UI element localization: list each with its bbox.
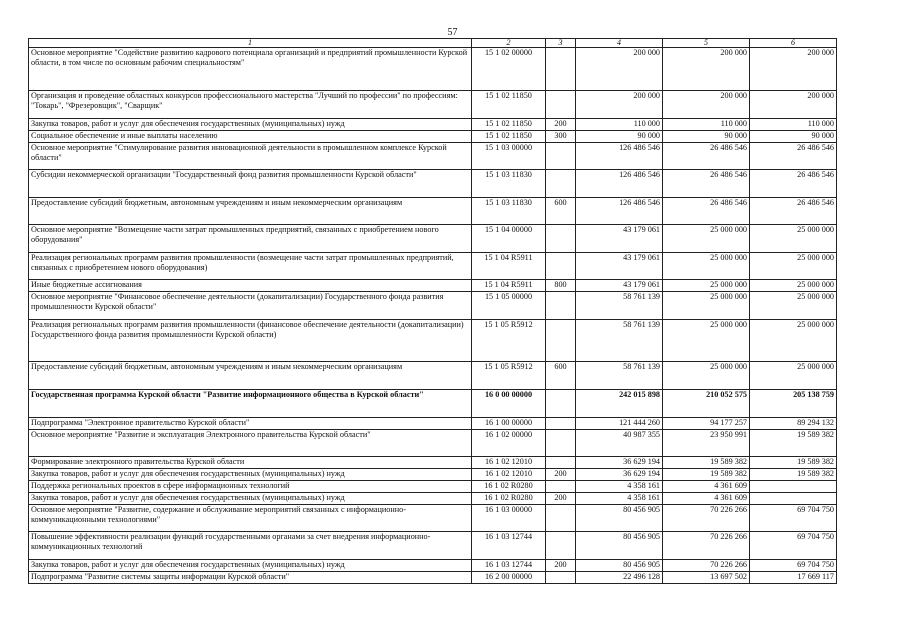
row-expense-type-cell <box>546 457 576 469</box>
table-row <box>29 418 837 430</box>
row-expense-type-cell: 600 <box>546 198 576 225</box>
row-code-cell: 16 1 02 12010 <box>472 469 546 481</box>
row-name-cell: Основное мероприятие "Содействие развитию кадрового потенциала организаций и предприятий промышленности Курской области, в том числе по основным рабочим специальностям" <box>29 48 472 91</box>
row-code-cell: 16 1 03 12744 <box>472 560 546 572</box>
row-amount-3-cell <box>750 481 837 493</box>
row-amount-2-cell: 25 000 000 <box>663 320 750 362</box>
row-amount-1-cell: 200 000 <box>576 48 663 91</box>
row-amount-1-cell: 4 358 161 <box>576 493 663 505</box>
row-amount-3-cell: 90 000 <box>750 131 837 143</box>
row-expense-type-cell: 200 <box>546 119 576 131</box>
column-header: 6 <box>750 39 837 48</box>
row-amount-2-cell: 110 000 <box>663 119 750 131</box>
row-amount-1-cell: 126 486 546 <box>576 143 663 170</box>
row-name-cell: Основное мероприятие "Развитие, содержание и обслуживание мероприятий связанных с информационно-коммуникационными технологиями" <box>29 505 472 532</box>
row-code-cell: 16 1 02 R0280 <box>472 481 546 493</box>
row-code-cell: 15 1 05 R5912 <box>472 362 546 390</box>
row-expense-type-cell <box>546 418 576 430</box>
row-code-cell: 15 1 03 00000 <box>472 143 546 170</box>
table-row <box>29 48 837 91</box>
row-amount-2-cell: 25 000 000 <box>663 225 750 253</box>
row-name-cell: Основное мероприятие "Финансовое обеспечение деятельности (докапитализации) Государственного фонда развития промышленности Курской области" <box>29 292 472 320</box>
row-amount-2-cell: 210 052 575 <box>663 390 750 418</box>
row-name-cell: Подпрограмма "Развитие системы защиты информации Курской области" <box>29 572 472 584</box>
table-row <box>29 91 837 119</box>
row-amount-3-cell <box>750 493 837 505</box>
row-amount-3-cell: 69 704 750 <box>750 560 837 572</box>
row-name-cell: Государственная программа Курской области "Развитие информационного общества в Курской области" <box>29 390 472 418</box>
column-header: 1 <box>29 39 472 48</box>
row-name-cell: Закупка товаров, работ и услуг для обеспечения государственных (муниципальных) нужд <box>29 493 472 505</box>
row-name-cell: Реализация региональных программ развития промышленности (возмещение части затрат промышленных предприятий, связанных с приобретением нового оборудования) <box>29 253 472 280</box>
row-amount-3-cell: 69 704 750 <box>750 532 837 560</box>
row-amount-1-cell: 43 179 061 <box>576 280 663 292</box>
row-amount-2-cell: 23 950 991 <box>663 430 750 457</box>
row-code-cell: 16 1 00 00000 <box>472 418 546 430</box>
row-expense-type-cell <box>546 390 576 418</box>
table-row <box>29 481 837 493</box>
row-name-cell: Основное мероприятие "Возмещение части затрат промышленных предприятий, связанных с приобретением нового оборудования" <box>29 225 472 253</box>
page-number: 57 <box>447 27 458 38</box>
row-expense-type-cell: 200 <box>546 493 576 505</box>
row-code-cell: 15 1 02 11850 <box>472 131 546 143</box>
row-amount-1-cell: 110 000 <box>576 119 663 131</box>
row-amount-1-cell: 58 761 139 <box>576 362 663 390</box>
row-amount-3-cell: 200 000 <box>750 91 837 119</box>
row-amount-3-cell: 26 486 546 <box>750 143 837 170</box>
row-amount-3-cell: 25 000 000 <box>750 280 837 292</box>
row-name-cell: Предоставление субсидий бюджетным, автономным учреждениям и иным некоммерческим организациям <box>29 362 472 390</box>
row-expense-type-cell <box>546 572 576 584</box>
row-amount-3-cell: 205 138 759 <box>750 390 837 418</box>
table-row <box>29 430 837 457</box>
row-name-cell: Основное мероприятие "Развитие и эксплуатация Электронного правительства Курской области" <box>29 430 472 457</box>
row-amount-2-cell: 200 000 <box>663 91 750 119</box>
table-row <box>29 390 837 418</box>
row-expense-type-cell: 300 <box>546 131 576 143</box>
row-code-cell: 15 1 05 R5912 <box>472 320 546 362</box>
column-header: 3 <box>546 39 576 48</box>
row-code-cell: 15 1 04 R5911 <box>472 253 546 280</box>
row-name-cell: Основное мероприятие "Стимулирование развития инновационной деятельности в промышленном комплексе Курской области" <box>29 143 472 170</box>
row-amount-1-cell: 58 761 139 <box>576 320 663 362</box>
row-name-cell: Подпрограмма "Электронное правительство Курской области" <box>29 418 472 430</box>
row-code-cell: 16 1 03 00000 <box>472 505 546 532</box>
row-code-cell: 15 1 03 11830 <box>472 170 546 198</box>
row-amount-1-cell: 40 987 355 <box>576 430 663 457</box>
table-row <box>29 131 837 143</box>
row-amount-2-cell: 94 177 257 <box>663 418 750 430</box>
table-row <box>29 469 837 481</box>
row-code-cell: 15 1 02 00000 <box>472 48 546 91</box>
row-expense-type-cell <box>546 253 576 280</box>
row-amount-1-cell: 22 496 128 <box>576 572 663 584</box>
row-amount-2-cell: 19 589 382 <box>663 457 750 469</box>
row-expense-type-cell: 800 <box>546 280 576 292</box>
row-amount-3-cell: 19 589 382 <box>750 430 837 457</box>
table-row <box>29 253 837 280</box>
row-code-cell: 15 1 04 R5911 <box>472 280 546 292</box>
row-expense-type-cell: 600 <box>546 362 576 390</box>
row-amount-2-cell: 13 697 502 <box>663 572 750 584</box>
table-row <box>29 457 837 469</box>
row-amount-1-cell: 43 179 061 <box>576 253 663 280</box>
row-expense-type-cell <box>546 481 576 493</box>
row-name-cell: Реализация региональных программ развития промышленности (финансовое обеспечение деятельности (докапитализации) Государственного фонда развития промышленности Курской области) <box>29 320 472 362</box>
row-code-cell: 16 1 02 R0280 <box>472 493 546 505</box>
row-expense-type-cell: 200 <box>546 560 576 572</box>
row-amount-2-cell: 25 000 000 <box>663 292 750 320</box>
column-header: 4 <box>576 39 663 48</box>
row-expense-type-cell <box>546 430 576 457</box>
table-row <box>29 320 837 362</box>
row-amount-1-cell: 80 456 905 <box>576 560 663 572</box>
row-amount-2-cell: 4 361 609 <box>663 481 750 493</box>
row-name-cell: Закупка товаров, работ и услуг для обеспечения государственных (муниципальных) нужд <box>29 469 472 481</box>
row-amount-2-cell: 25 000 000 <box>663 280 750 292</box>
row-code-cell: 16 1 03 12744 <box>472 532 546 560</box>
row-expense-type-cell <box>546 143 576 170</box>
row-amount-1-cell: 80 456 905 <box>576 532 663 560</box>
row-amount-1-cell: 43 179 061 <box>576 225 663 253</box>
row-expense-type-cell <box>546 170 576 198</box>
row-amount-1-cell: 126 486 546 <box>576 170 663 198</box>
row-amount-3-cell: 19 589 382 <box>750 457 837 469</box>
row-amount-3-cell: 25 000 000 <box>750 292 837 320</box>
header-row <box>29 39 837 48</box>
row-amount-3-cell: 25 000 000 <box>750 225 837 253</box>
row-code-cell: 15 1 04 00000 <box>472 225 546 253</box>
row-amount-1-cell: 4 358 161 <box>576 481 663 493</box>
row-code-cell: 15 1 02 11850 <box>472 119 546 131</box>
row-amount-3-cell: 89 294 132 <box>750 418 837 430</box>
table-row <box>29 143 837 170</box>
row-amount-2-cell: 26 486 546 <box>663 198 750 225</box>
row-amount-1-cell: 126 486 546 <box>576 198 663 225</box>
row-name-cell: Социальное обеспечение и иные выплаты населению <box>29 131 472 143</box>
table-row <box>29 493 837 505</box>
row-code-cell: 15 1 03 11830 <box>472 198 546 225</box>
row-name-cell: Закупка товаров, работ и услуг для обеспечения государственных (муниципальных) нужд <box>29 119 472 131</box>
row-code-cell: 16 0 00 00000 <box>472 390 546 418</box>
row-amount-2-cell: 70 226 266 <box>663 532 750 560</box>
row-amount-2-cell: 70 226 266 <box>663 505 750 532</box>
row-amount-3-cell: 25 000 000 <box>750 362 837 390</box>
row-expense-type-cell: 200 <box>546 469 576 481</box>
row-name-cell: Повышение эффективности реализации функций государственными органами за счет внедрения информационно-коммуникационных технологий <box>29 532 472 560</box>
row-name-cell: Организация и проведение областных конкурсов профессионального мастерства "Лучший по профессии" по профессиям: "Токарь", "Фрезеровщик", "Сварщик" <box>29 91 472 119</box>
row-name-cell: Формирование электронного правительства Курской области <box>29 457 472 469</box>
table-row <box>29 170 837 198</box>
row-expense-type-cell <box>546 292 576 320</box>
row-code-cell: 16 2 00 00000 <box>472 572 546 584</box>
table-row <box>29 560 837 572</box>
row-expense-type-cell <box>546 225 576 253</box>
row-amount-2-cell: 70 226 266 <box>663 560 750 572</box>
row-amount-2-cell: 19 589 382 <box>663 469 750 481</box>
table-row <box>29 198 837 225</box>
row-expense-type-cell <box>546 91 576 119</box>
table-row <box>29 362 837 390</box>
row-amount-1-cell: 200 000 <box>576 91 663 119</box>
row-amount-2-cell: 26 486 546 <box>663 170 750 198</box>
row-amount-3-cell: 26 486 546 <box>750 198 837 225</box>
row-amount-3-cell: 200 000 <box>750 48 837 91</box>
row-name-cell: Поддержка региональных проектов в сфере информационных технологий <box>29 481 472 493</box>
row-name-cell: Субсидии некоммерческой организации "Государственный фонд развития промышленности Курской области" <box>29 170 472 198</box>
row-expense-type-cell <box>546 320 576 362</box>
table-row <box>29 280 837 292</box>
row-expense-type-cell <box>546 505 576 532</box>
row-amount-2-cell: 25 000 000 <box>663 253 750 280</box>
row-amount-2-cell: 200 000 <box>663 48 750 91</box>
row-name-cell: Иные бюджетные ассигнования <box>29 280 472 292</box>
row-amount-1-cell: 58 761 139 <box>576 292 663 320</box>
row-amount-2-cell: 4 361 609 <box>663 493 750 505</box>
row-amount-2-cell: 26 486 546 <box>663 143 750 170</box>
row-amount-3-cell: 110 000 <box>750 119 837 131</box>
row-amount-1-cell: 242 015 898 <box>576 390 663 418</box>
row-amount-2-cell: 25 000 000 <box>663 362 750 390</box>
table-row <box>29 532 837 560</box>
row-name-cell: Закупка товаров, работ и услуг для обеспечения государственных (муниципальных) нужд <box>29 560 472 572</box>
table-row <box>29 225 837 253</box>
row-name-cell: Предоставление субсидий бюджетным, автономным учреждениям и иным некоммерческим организациям <box>29 198 472 225</box>
table-row <box>29 572 837 584</box>
row-amount-3-cell: 69 704 750 <box>750 505 837 532</box>
row-amount-3-cell: 25 000 000 <box>750 253 837 280</box>
row-amount-3-cell: 17 669 117 <box>750 572 837 584</box>
column-header: 2 <box>472 39 546 48</box>
table-row <box>29 119 837 131</box>
table-row <box>29 292 837 320</box>
row-amount-1-cell: 90 000 <box>576 131 663 143</box>
row-amount-1-cell: 80 456 905 <box>576 505 663 532</box>
budget-table <box>28 38 837 584</box>
row-code-cell: 16 1 02 00000 <box>472 430 546 457</box>
row-amount-3-cell: 26 486 546 <box>750 170 837 198</box>
row-amount-3-cell: 19 589 382 <box>750 469 837 481</box>
column-header: 5 <box>663 39 750 48</box>
row-code-cell: 15 1 02 11850 <box>472 91 546 119</box>
row-expense-type-cell <box>546 532 576 560</box>
row-code-cell: 15 1 05 00000 <box>472 292 546 320</box>
row-amount-2-cell: 90 000 <box>663 131 750 143</box>
row-expense-type-cell <box>546 48 576 91</box>
row-amount-3-cell: 25 000 000 <box>750 320 837 362</box>
row-code-cell: 16 1 02 12010 <box>472 457 546 469</box>
row-amount-1-cell: 36 629 194 <box>576 457 663 469</box>
row-amount-1-cell: 36 629 194 <box>576 469 663 481</box>
row-amount-1-cell: 121 444 260 <box>576 418 663 430</box>
table-row <box>29 505 837 532</box>
